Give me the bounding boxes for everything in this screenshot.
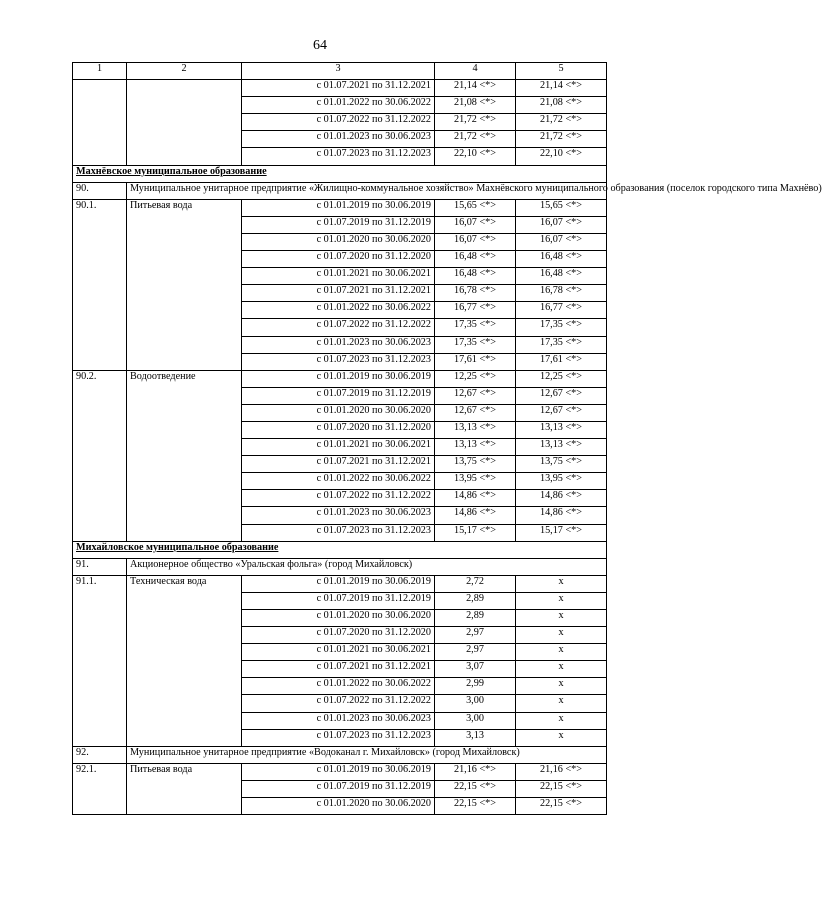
period-cell: с 01.07.2021 по 31.12.2021 bbox=[242, 661, 435, 678]
tariff-value: 16,77 <*> bbox=[435, 302, 516, 319]
period-cell: с 01.01.2019 по 30.06.2019 bbox=[242, 199, 435, 216]
tariff-value-vat: x bbox=[516, 592, 607, 609]
period-cell: с 01.01.2020 по 30.06.2020 bbox=[242, 404, 435, 421]
tariff-value-vat: 16,78 <*> bbox=[516, 285, 607, 302]
tariff-value-vat: 16,77 <*> bbox=[516, 302, 607, 319]
section-title: Михайловское муниципальное образование bbox=[73, 541, 607, 558]
tariff-value: 16,78 <*> bbox=[435, 285, 516, 302]
tariff-value-vat: 16,07 <*> bbox=[516, 233, 607, 250]
org-number: 91. bbox=[73, 558, 127, 575]
item-number: 92.1. bbox=[73, 763, 127, 814]
tariff-value: 21,08 <*> bbox=[435, 97, 516, 114]
tariff-value-vat: 21,72 <*> bbox=[516, 131, 607, 148]
period-cell: с 01.07.2023 по 31.12.2023 bbox=[242, 524, 435, 541]
period-cell: с 01.07.2019 по 31.12.2019 bbox=[242, 592, 435, 609]
table-row bbox=[73, 80, 607, 97]
tariff-value-vat: 13,13 <*> bbox=[516, 439, 607, 456]
tariff-value: 13,13 <*> bbox=[435, 439, 516, 456]
period-cell: с 01.01.2023 по 30.06.2023 bbox=[242, 712, 435, 729]
period-cell: с 01.07.2021 по 31.12.2021 bbox=[242, 285, 435, 302]
period-cell: с 01.01.2021 по 30.06.2021 bbox=[242, 439, 435, 456]
table-header-row bbox=[73, 63, 607, 80]
tariff-value-vat: x bbox=[516, 627, 607, 644]
resource-name: Питьевая вода bbox=[127, 763, 242, 814]
period-cell: с 01.07.2022 по 31.12.2022 bbox=[242, 695, 435, 712]
organization-row bbox=[73, 746, 607, 763]
tariff-value-vat: 21,14 <*> bbox=[516, 80, 607, 97]
tariff-value-vat: 22,10 <*> bbox=[516, 148, 607, 165]
tariff-value: 21,14 <*> bbox=[435, 80, 516, 97]
org-number: 92. bbox=[73, 746, 127, 763]
tariff-value-vat: 12,67 <*> bbox=[516, 404, 607, 421]
section-row bbox=[73, 165, 607, 182]
table-row bbox=[73, 199, 607, 216]
tariff-value: 22,15 <*> bbox=[435, 798, 516, 815]
tariff-value: 13,75 <*> bbox=[435, 456, 516, 473]
tariff-value: 2,97 bbox=[435, 627, 516, 644]
tariff-value: 21,16 <*> bbox=[435, 763, 516, 780]
period-cell: с 01.07.2020 по 31.12.2020 bbox=[242, 251, 435, 268]
tariff-value: 2,72 bbox=[435, 575, 516, 592]
tariff-value: 17,61 <*> bbox=[435, 353, 516, 370]
tariff-value: 13,13 <*> bbox=[435, 421, 516, 438]
tariff-value: 12,67 <*> bbox=[435, 387, 516, 404]
period-cell: с 01.07.2019 по 31.12.2019 bbox=[242, 216, 435, 233]
tariff-value-vat: x bbox=[516, 575, 607, 592]
column-header: 5 bbox=[516, 63, 607, 80]
tariff-value-vat: 13,75 <*> bbox=[516, 456, 607, 473]
column-header: 3 bbox=[242, 63, 435, 80]
period-cell: с 01.01.2022 по 30.06.2022 bbox=[242, 97, 435, 114]
tariff-value: 16,48 <*> bbox=[435, 251, 516, 268]
tariff-value-vat: x bbox=[516, 644, 607, 661]
period-cell: с 01.01.2019 по 30.06.2019 bbox=[242, 763, 435, 780]
item-number: 90.2. bbox=[73, 370, 127, 541]
tariff-value: 2,97 bbox=[435, 644, 516, 661]
tariff-value-vat: 22,15 <*> bbox=[516, 780, 607, 797]
tariff-value: 16,48 <*> bbox=[435, 268, 516, 285]
column-header: 2 bbox=[127, 63, 242, 80]
tariff-value: 3,13 bbox=[435, 729, 516, 746]
tariff-value: 15,65 <*> bbox=[435, 199, 516, 216]
table-row bbox=[73, 763, 607, 780]
tariff-value-vat: 21,72 <*> bbox=[516, 114, 607, 131]
org-number: 90. bbox=[73, 182, 127, 199]
tariff-value: 21,72 <*> bbox=[435, 114, 516, 131]
period-cell: с 01.07.2020 по 31.12.2020 bbox=[242, 627, 435, 644]
org-name: Муниципальное унитарное предприятие «Водоканал г. Михайловск» (город Михайловск) bbox=[127, 746, 607, 763]
resource-name: Водоотведение bbox=[127, 370, 242, 541]
tariff-table bbox=[72, 62, 822, 815]
tariff-value: 3,07 bbox=[435, 661, 516, 678]
tariff-value: 3,00 bbox=[435, 695, 516, 712]
section-row bbox=[73, 541, 607, 558]
period-cell: с 01.01.2022 по 30.06.2022 bbox=[242, 473, 435, 490]
tariff-value-vat: 16,48 <*> bbox=[516, 268, 607, 285]
period-cell: с 01.07.2019 по 31.12.2019 bbox=[242, 780, 435, 797]
organization-row bbox=[73, 182, 607, 199]
organization-row bbox=[73, 558, 607, 575]
tariff-value-vat: 21,08 <*> bbox=[516, 97, 607, 114]
tariff-value-vat: 21,16 <*> bbox=[516, 763, 607, 780]
tariff-value-vat: 13,13 <*> bbox=[516, 421, 607, 438]
tariff-value-vat: 15,65 <*> bbox=[516, 199, 607, 216]
period-cell: с 01.01.2020 по 30.06.2020 bbox=[242, 610, 435, 627]
period-cell: с 01.01.2019 по 30.06.2019 bbox=[242, 370, 435, 387]
period-cell: с 01.01.2021 по 30.06.2021 bbox=[242, 268, 435, 285]
tariff-value: 12,25 <*> bbox=[435, 370, 516, 387]
item-number: 90.1. bbox=[73, 199, 127, 370]
resource-name: Питьевая вода bbox=[127, 199, 242, 370]
tariff-value-vat: x bbox=[516, 695, 607, 712]
tariff-value-vat: x bbox=[516, 678, 607, 695]
resource-name bbox=[127, 80, 242, 165]
tariff-value-vat: 14,86 <*> bbox=[516, 507, 607, 524]
column-header: 1 bbox=[73, 63, 127, 80]
tariff-value-vat: 17,35 <*> bbox=[516, 336, 607, 353]
period-cell: с 01.07.2022 по 31.12.2022 bbox=[242, 319, 435, 336]
item-number: 91.1. bbox=[73, 575, 127, 746]
tariff-value: 16,07 <*> bbox=[435, 216, 516, 233]
period-cell: с 01.07.2019 по 31.12.2019 bbox=[242, 387, 435, 404]
section-title: Махнёвское муниципальное образование bbox=[73, 165, 607, 182]
tariff-value: 14,86 <*> bbox=[435, 490, 516, 507]
tariff-value-vat: x bbox=[516, 712, 607, 729]
tariff-value-vat: x bbox=[516, 729, 607, 746]
tariff-value: 17,35 <*> bbox=[435, 336, 516, 353]
period-cell: с 01.01.2020 по 30.06.2020 bbox=[242, 233, 435, 250]
tariff-value-vat: x bbox=[516, 610, 607, 627]
period-cell: с 01.01.2021 по 30.06.2021 bbox=[242, 644, 435, 661]
org-name: Муниципальное унитарное предприятие «Жилищно-коммунальное хозяйство» Махнёвского муниципального образования (поселок городского типа Махнёво) bbox=[127, 182, 607, 199]
period-cell: с 01.07.2020 по 31.12.2020 bbox=[242, 421, 435, 438]
tariff-value-vat: 16,07 <*> bbox=[516, 216, 607, 233]
tariff-value: 22,10 <*> bbox=[435, 148, 516, 165]
tariff-value-vat: 22,15 <*> bbox=[516, 798, 607, 815]
tariff-value-vat: 12,67 <*> bbox=[516, 387, 607, 404]
tariff-value: 21,72 <*> bbox=[435, 131, 516, 148]
tariff-value-vat: 17,61 <*> bbox=[516, 353, 607, 370]
tariff-value: 15,17 <*> bbox=[435, 524, 516, 541]
tariff-value: 2,89 bbox=[435, 610, 516, 627]
period-cell: с 01.07.2023 по 31.12.2023 bbox=[242, 729, 435, 746]
period-cell: с 01.01.2022 по 30.06.2022 bbox=[242, 678, 435, 695]
period-cell: с 01.07.2023 по 31.12.2023 bbox=[242, 353, 435, 370]
tariff-value: 12,67 <*> bbox=[435, 404, 516, 421]
tariff-value-vat: 17,35 <*> bbox=[516, 319, 607, 336]
period-cell: с 01.07.2022 по 31.12.2022 bbox=[242, 490, 435, 507]
org-name: Акционерное общество «Уральская фольга» (город Михайловск) bbox=[127, 558, 607, 575]
tariff-value: 22,15 <*> bbox=[435, 780, 516, 797]
period-cell: с 01.01.2023 по 30.06.2023 bbox=[242, 336, 435, 353]
tariff-value-vat: 15,17 <*> bbox=[516, 524, 607, 541]
tariff-value: 2,99 bbox=[435, 678, 516, 695]
tariff-value: 2,89 bbox=[435, 592, 516, 609]
table-body bbox=[73, 80, 822, 815]
tariff-value-vat: 13,95 <*> bbox=[516, 473, 607, 490]
period-cell: с 01.01.2023 по 30.06.2023 bbox=[242, 507, 435, 524]
tariff-value: 3,00 bbox=[435, 712, 516, 729]
table-row bbox=[73, 575, 607, 592]
period-cell: с 01.01.2022 по 30.06.2022 bbox=[242, 302, 435, 319]
period-cell: с 01.07.2023 по 31.12.2023 bbox=[242, 148, 435, 165]
tariff-value-vat: 14,86 <*> bbox=[516, 490, 607, 507]
period-cell: с 01.01.2020 по 30.06.2020 bbox=[242, 798, 435, 815]
period-cell: с 01.07.2021 по 31.12.2021 bbox=[242, 456, 435, 473]
tariff-value-vat: 12,25 <*> bbox=[516, 370, 607, 387]
page-number: 64 bbox=[313, 38, 327, 53]
period-cell: с 01.01.2019 по 30.06.2019 bbox=[242, 575, 435, 592]
tariff-value-vat: x bbox=[516, 661, 607, 678]
period-cell: с 01.07.2021 по 31.12.2021 bbox=[242, 80, 435, 97]
item-number bbox=[73, 80, 127, 165]
tariff-value: 13,95 <*> bbox=[435, 473, 516, 490]
period-cell: с 01.07.2022 по 31.12.2022 bbox=[242, 114, 435, 131]
tariff-value: 17,35 <*> bbox=[435, 319, 516, 336]
table-row bbox=[73, 370, 607, 387]
tariff-value: 14,86 <*> bbox=[435, 507, 516, 524]
tariff-value-vat: 16,48 <*> bbox=[516, 251, 607, 268]
period-cell: с 01.01.2023 по 30.06.2023 bbox=[242, 131, 435, 148]
column-header: 4 bbox=[435, 63, 516, 80]
resource-name: Техническая вода bbox=[127, 575, 242, 746]
tariff-value: 16,07 <*> bbox=[435, 233, 516, 250]
